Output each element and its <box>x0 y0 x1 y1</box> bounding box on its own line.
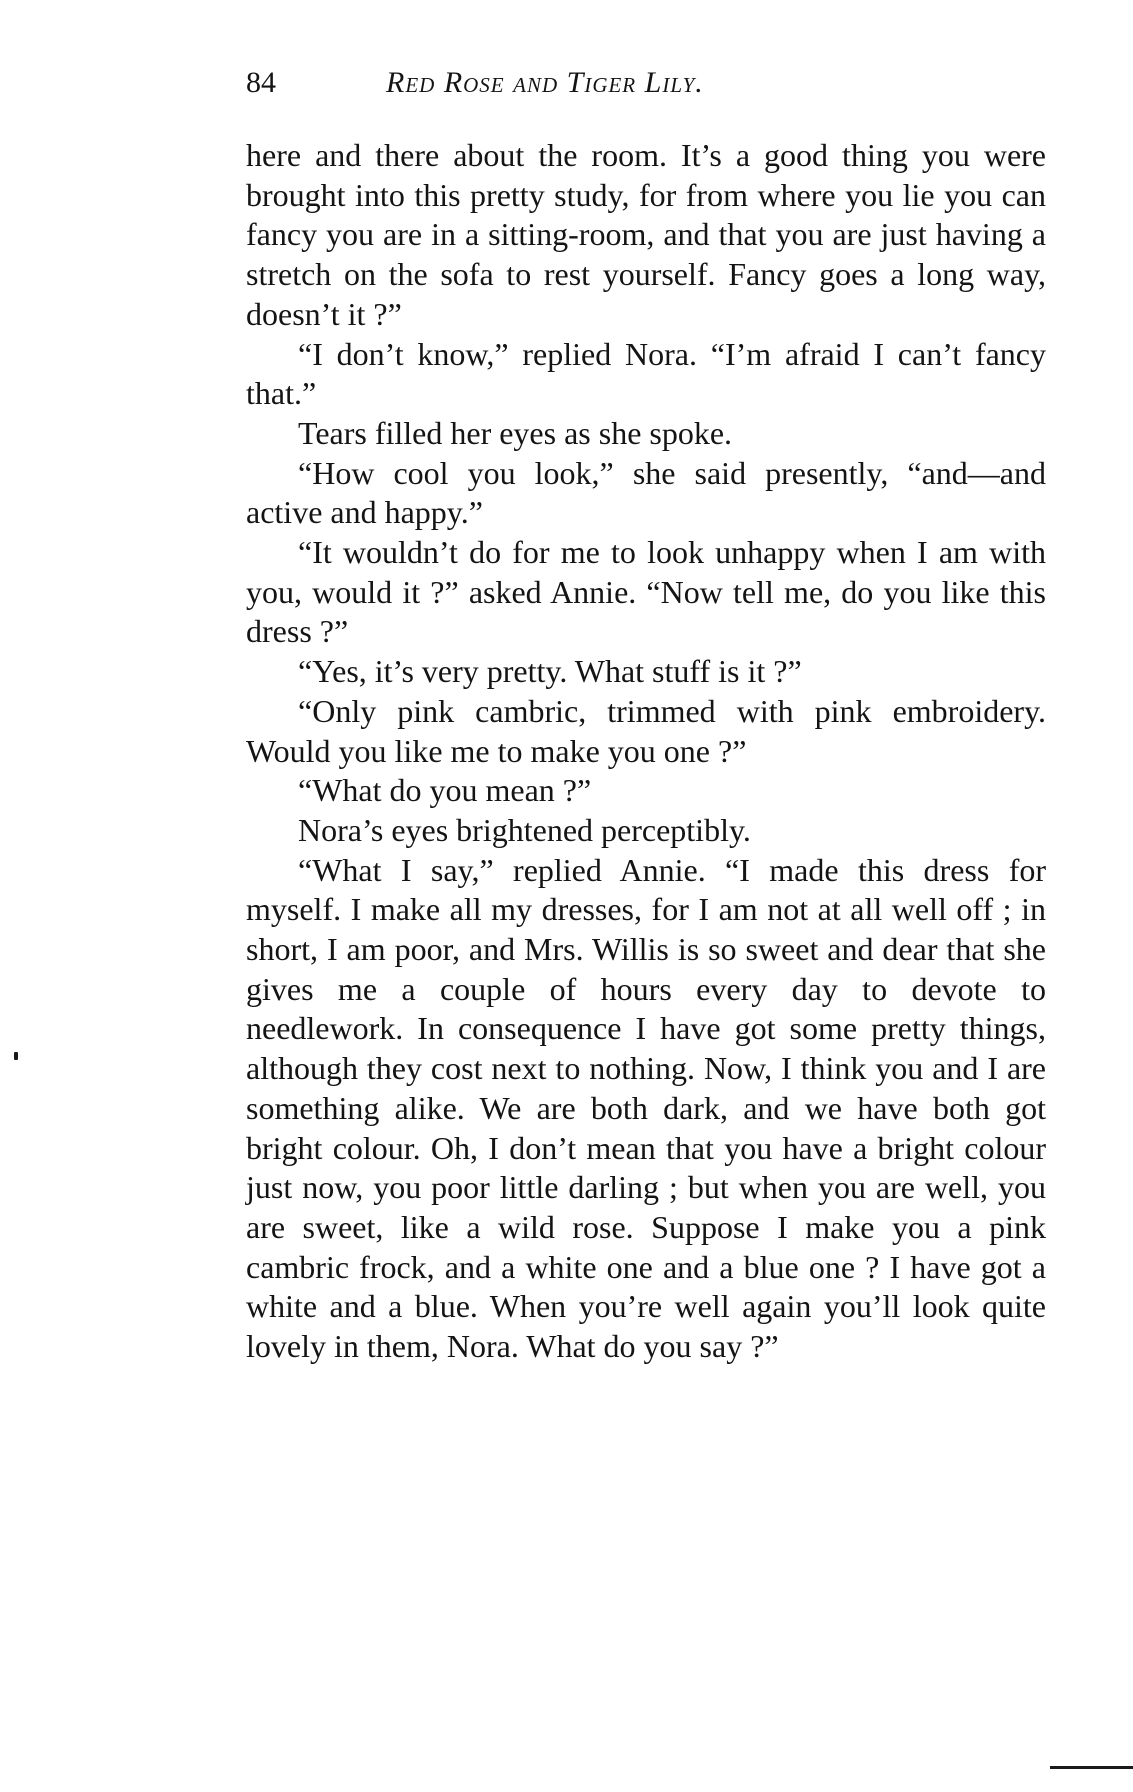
paragraph: Nora’s eyes brightened perceptibly. <box>298 811 751 848</box>
paragraph: “I don’t know,” replied Nora. “I’m afraid I can’t fancy that.” <box>246 335 1046 412</box>
book-title: Red Rose and Tiger Lily. <box>386 66 704 99</box>
paragraph: “It wouldn’t do for me to look unhappy when I am with you, would it ?” asked Annie. “Now tell me, do you like this dress ?” <box>246 534 1046 650</box>
paragraph: here and there about the room. It’s a good thing you were brought into this pretty study, for from where you lie you can fancy you are in a sitting-room, and that you are just having a stretch on the sofa to rest yourself. Fancy goes a long way, doesn’t it ?” <box>246 137 1046 332</box>
bottom-rule <box>1050 1766 1133 1769</box>
paragraph: “How cool you look,” she said presently, “and—and active and happy.” <box>246 454 1046 531</box>
page-number: 84 <box>246 66 276 99</box>
paragraph: “Only pink cambric, trimmed with pink embroidery. Would you like me to make you one ?” <box>246 692 1046 769</box>
body-text <box>246 136 1046 1367</box>
running-head <box>246 66 1046 110</box>
paragraph: Tears filled her eyes as she spoke. <box>298 414 733 451</box>
margin-mark <box>14 1052 18 1060</box>
paragraph: “Yes, it’s very pretty. What stuff is it ?” <box>298 653 802 690</box>
paragraph: “What I say,” replied Annie. “I made this dress for myself. I make all my dresses, for I am not at all well off ; in short, I am poor, and Mrs. Willis is so sweet and dear that she gives me a couple of hours every day to devote to needlework. In consequence I have got some pretty things, although they cost next to nothing. Now, I think you and I are something alike. We are both dark, and we have both got bright colour. Oh, I don’t mean that you have a bright colour just now, you poor little darling ; but when you are well, you are sweet, like a wild rose. Suppose I make you a pink cambric frock, and a white one and a blue one ? I have got a white and a blue. When you’re well again you’ll look quite lovely in them, Nora. What do you say ?” <box>246 851 1046 1365</box>
paragraph: “What do you mean ?” <box>298 772 592 809</box>
